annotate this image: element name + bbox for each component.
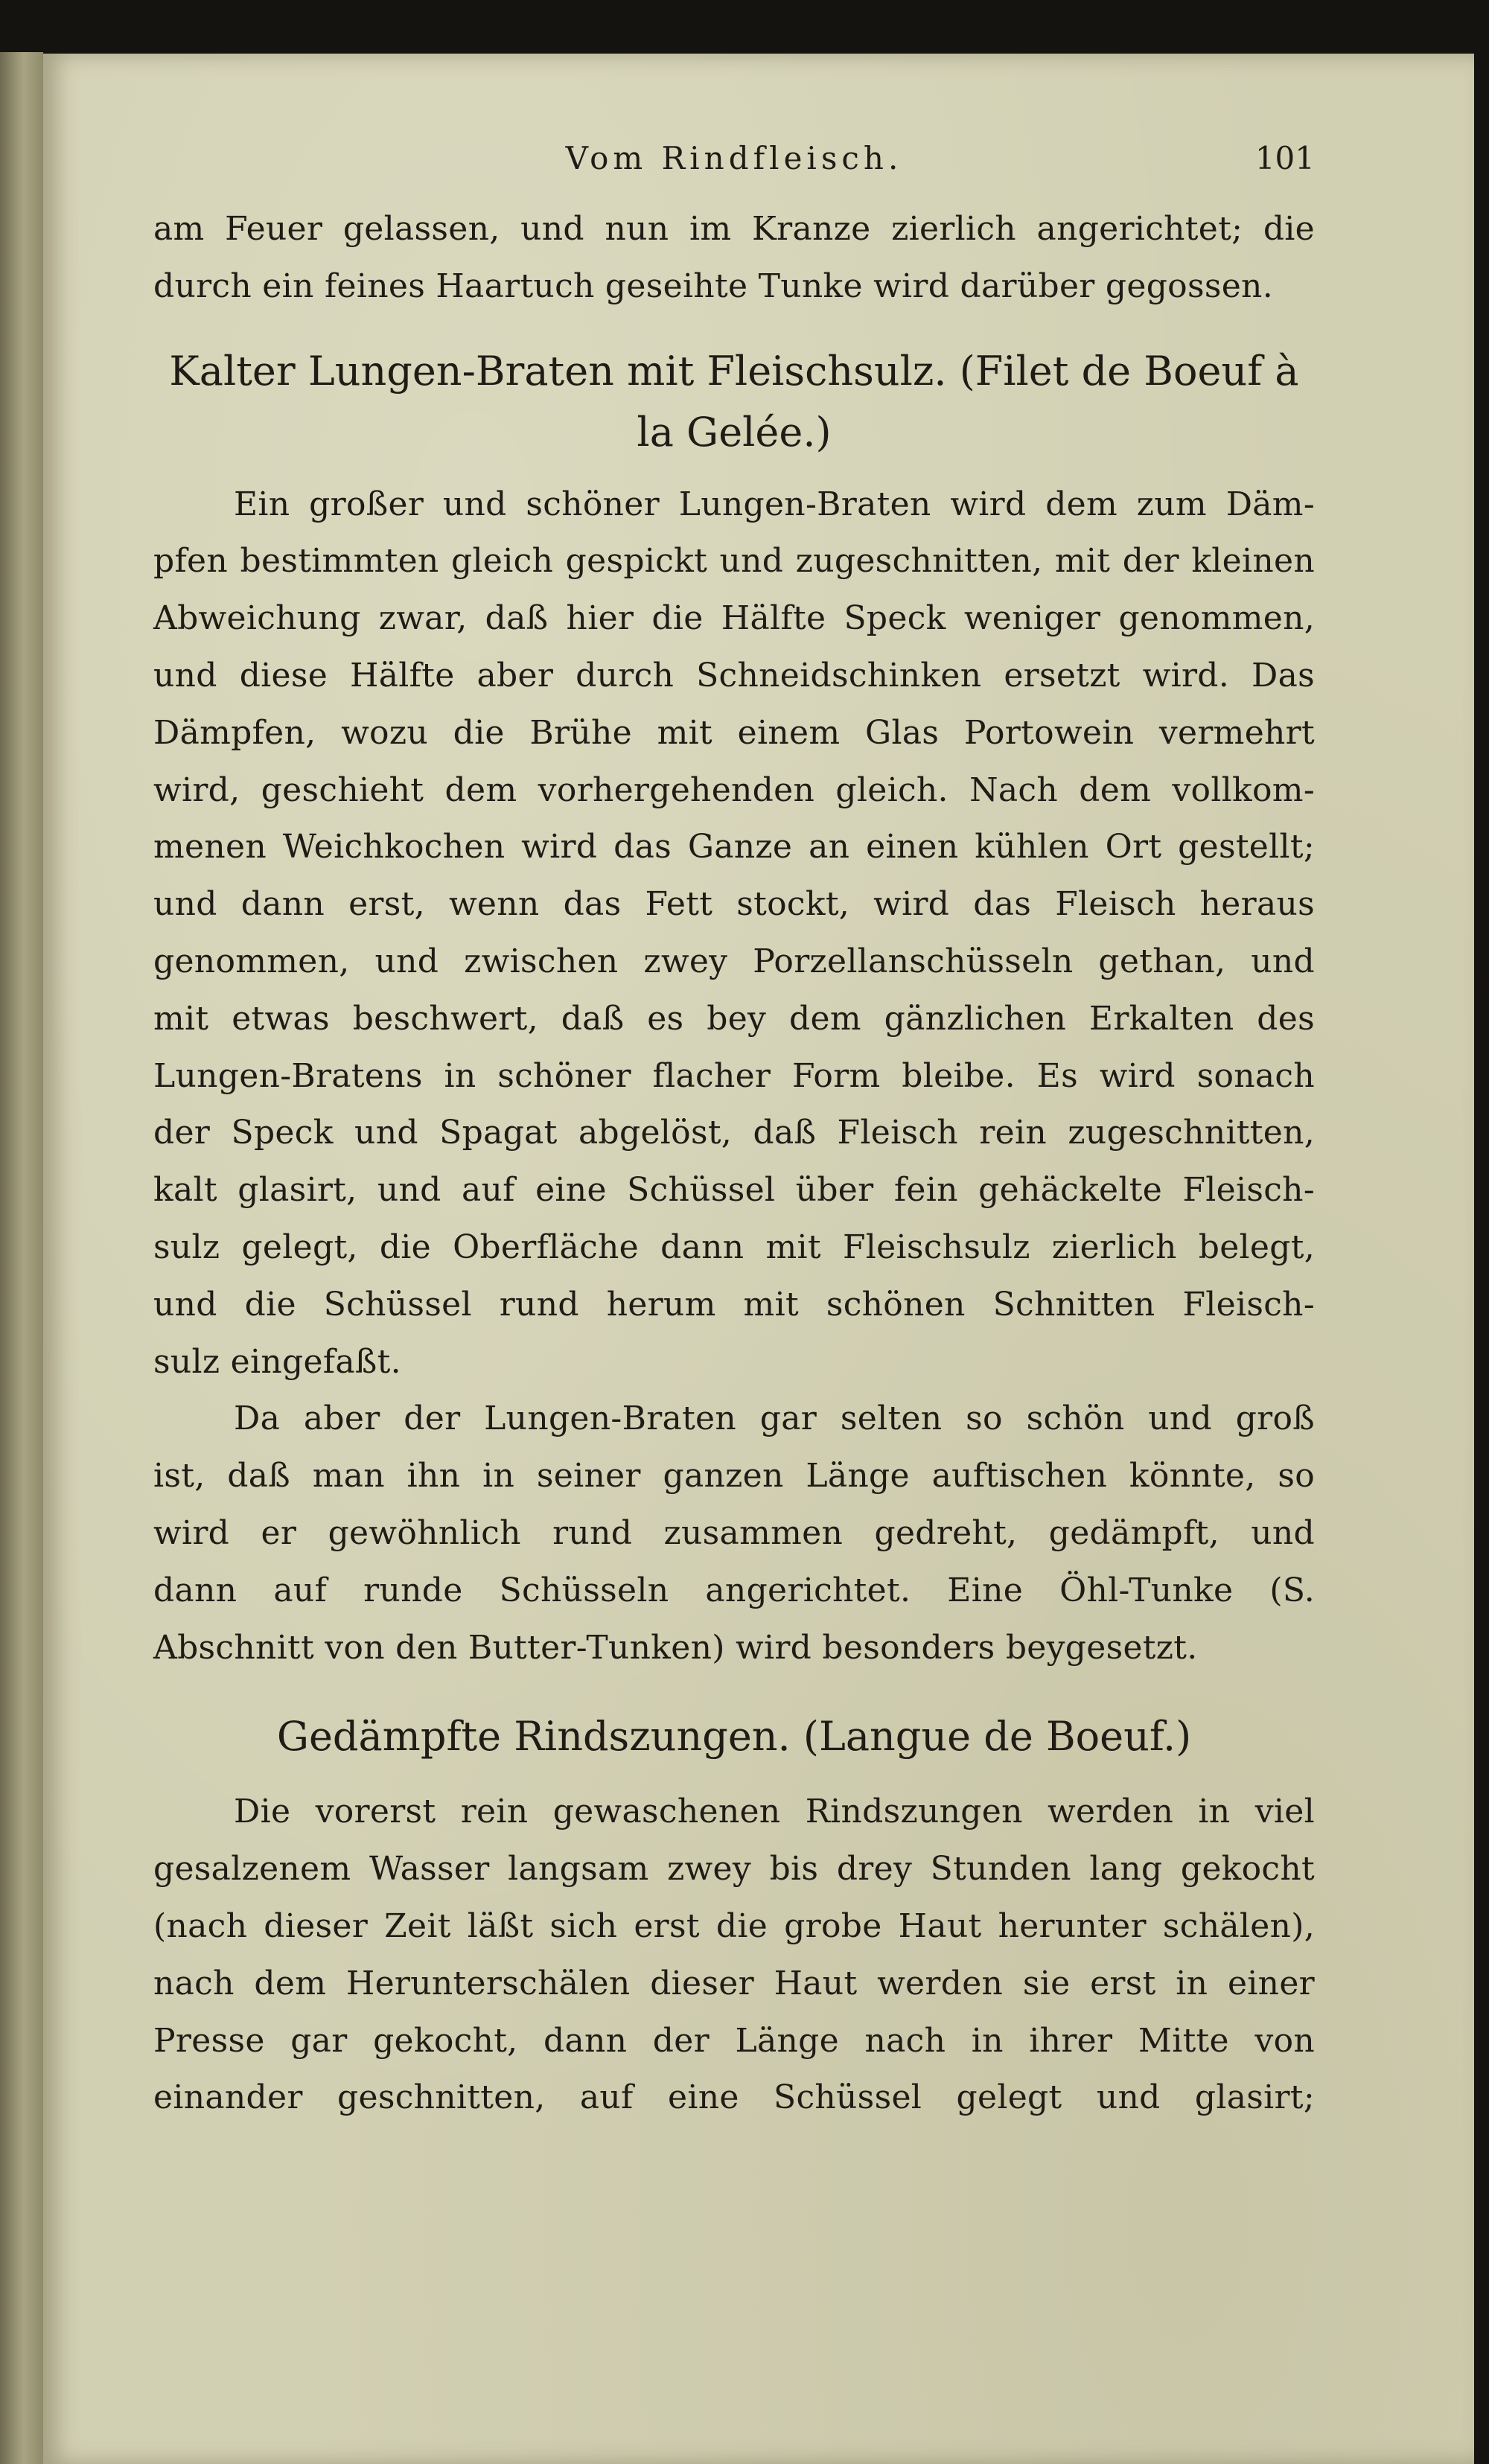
text-line: Lungen-Bratens in schöner flacher Form bleibe. Es wird sonach <box>153 1056 1315 1095</box>
paragraph <box>153 1784 1315 2127</box>
text-line: der Speck und Spagat abgelöst, daß Fleisch rein zugeschnitten, <box>153 1114 1315 1152</box>
paragraph <box>153 476 1315 1391</box>
text-line: (nach dieser Zeit läßt sich erst die grobe Haut herunter schälen), <box>153 1906 1315 1945</box>
running-head <box>153 134 1315 201</box>
text-line: genommen, und zwischen zwey Porzellanschüsseln gethan, und <box>153 942 1315 980</box>
text-line: Da aber der Lungen-Braten gar selten so schön und groß <box>234 1399 1315 1438</box>
left-page-edge <box>0 52 43 2464</box>
text-line: ist, daß man ihn in seiner ganzen Länge auftischen könnte, so <box>153 1457 1315 1496</box>
section-heading-filet-de-boeuf <box>153 341 1315 463</box>
section-heading-langue-de-boeuf <box>153 1706 1315 1767</box>
text-line: Die vorerst rein gewaschenen Rindszungen werden in viel <box>234 1793 1315 1831</box>
text-line: wird er gewöhnlich rund zusammen gedreht, gedämpft, und <box>153 1513 1315 1552</box>
text-line: sulz gelegt, die Oberfläche dann mit Fleischsulz zierlich belegt, <box>153 1228 1315 1266</box>
text-block <box>153 134 1315 2127</box>
text-line: nach dem Herunterschälen dieser Haut werden sie erst in einer <box>153 1964 1315 2002</box>
text-line: einander geschnitten, auf eine Schüssel gelegt und glasirt; <box>153 2078 1315 2117</box>
page-paper <box>43 54 1474 2464</box>
text-line: pfen bestimmten gleich gespickt und zugeschnitten, mit der kleinen <box>153 542 1315 581</box>
text-line: sulz eingefaßt. <box>153 1342 401 1381</box>
text-line: gesalzenem Wasser langsam zwey bis drey Stunden lang gekocht <box>153 1850 1315 1889</box>
text-line: dann auf runde Schüsseln angerichtet. Eine Öhl-Tunke (S. <box>153 1571 1315 1609</box>
text-line: und diese Hälfte aber durch Schneidschinken ersetzt wird. Das <box>153 656 1315 695</box>
heading-line: la Gelée.) <box>637 408 832 456</box>
text-line: Abschnitt von den Butter-Tunken) wird besonders beygesetzt. <box>153 1628 1198 1667</box>
running-title: Vom Rindfleisch. <box>565 140 903 176</box>
text-line: Dämpfen, wozu die Brühe mit einem Glas Portowein vermehrt <box>153 713 1315 752</box>
intro-paragraph <box>153 201 1315 316</box>
paragraph <box>153 1391 1315 1676</box>
text-line: menen Weichkochen wird das Ganze an einen kühlen Ort gestellt; <box>153 828 1315 866</box>
text-line: Presse gar gekocht, dann der Länge nach in ihrer Mitte von <box>153 2021 1315 2060</box>
heading-line: Kalter Lungen-Braten mit Fleischsulz. (Filet de Boeuf à <box>169 347 1299 395</box>
text-line: mit etwas beschwert, daß es bey dem gänzlichen Erkalten des <box>153 999 1315 1038</box>
text-line: durch ein feines Haartuch geseihte Tunke wird darüber gegossen. <box>153 266 1273 305</box>
text-line: und dann erst, wenn das Fett stockt, wird das Fleisch heraus <box>153 885 1315 924</box>
text-line: kalt glasirt, und auf eine Schüssel über fein gehäckelte Fleisch- <box>153 1171 1315 1210</box>
text-line: wird, geschieht dem vorhergehenden gleich. Nach dem vollkom- <box>153 770 1315 809</box>
text-line: Abweichung zwar, daß hier die Hälfte Speck weniger genommen, <box>153 599 1315 638</box>
text-line: Ein großer und schöner Lungen-Braten wird dem zum Däm- <box>234 485 1315 523</box>
text-line: am Feuer gelassen, und nun im Kranze zierlich angerichtet; die <box>153 210 1315 248</box>
text-line: und die Schüssel rund herum mit schönen Schnitten Fleisch- <box>153 1285 1315 1324</box>
heading-line: Gedämpfte Rindszungen. (Langue de Boeuf.) <box>276 1713 1192 1761</box>
page-number: 101 <box>1254 140 1315 176</box>
